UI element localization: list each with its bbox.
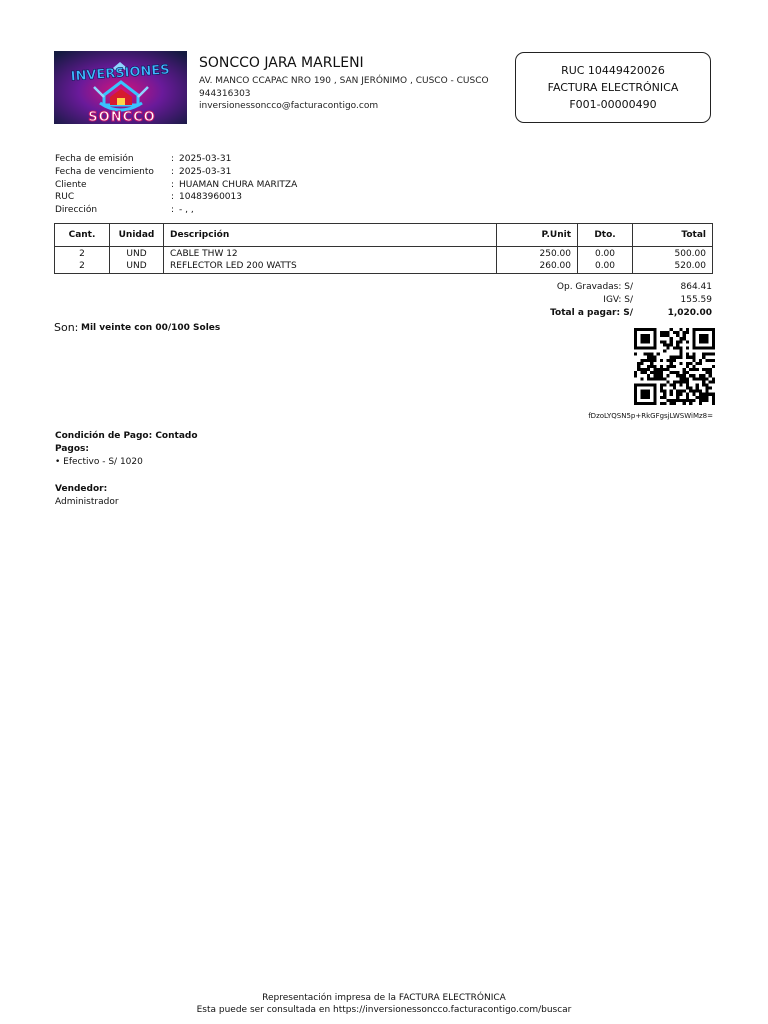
row-unit-price: 250.00 bbox=[497, 247, 578, 261]
issue-date-colon: : bbox=[171, 154, 175, 164]
amount-words-label: Son: bbox=[54, 321, 79, 334]
client-ruc-colon: : bbox=[171, 192, 175, 202]
row-total: 500.00 bbox=[633, 247, 713, 261]
row-discount: 0.00 bbox=[578, 247, 633, 261]
client-ruc-value: 10483960013 bbox=[179, 192, 242, 202]
hash-code: fDzoLYQSN5p+RkGFgsjLWSWiMz8= bbox=[588, 412, 713, 420]
footer-line-2: Esta puede ser consultada en https://inversionessoncco.facturacontigo.com/buscar bbox=[196, 1005, 572, 1015]
header-unit: Unidad bbox=[110, 224, 164, 247]
total-label: Total a pagar: S/ bbox=[550, 308, 633, 318]
company-name: SONCCO JARA MARLENI bbox=[199, 55, 364, 71]
row-discount: 0.00 bbox=[578, 260, 633, 274]
company-address: AV. MANCO CCAPAC NRO 190 , SAN JERÓNIMO , CUSCO - CUSCO bbox=[199, 76, 489, 86]
issue-date-label: Fecha de emisión bbox=[55, 154, 134, 164]
row-qty: 2 bbox=[55, 260, 110, 274]
client-value: HUAMAN CHURA MARITZA bbox=[179, 180, 298, 190]
row-description: CABLE THW 12 bbox=[164, 247, 497, 261]
amount-words-text: Mil veinte con 00/100 Soles bbox=[81, 323, 221, 333]
table-row bbox=[55, 247, 713, 261]
table-row bbox=[55, 260, 713, 274]
document-type: FACTURA ELECTRÓNICA bbox=[547, 81, 679, 94]
due-date-value: 2025-03-31 bbox=[179, 167, 232, 177]
logo-top-text: INVERSIONES bbox=[70, 62, 171, 85]
due-date-colon: : bbox=[171, 167, 175, 177]
qr-code bbox=[634, 328, 715, 405]
company-email: inversionessoncco@facturacontigo.com bbox=[199, 101, 379, 111]
document-box bbox=[515, 52, 711, 123]
table-header-row bbox=[55, 224, 713, 247]
address-value: - , , bbox=[179, 205, 194, 215]
row-total: 520.00 bbox=[633, 260, 713, 274]
client-label: Cliente bbox=[55, 180, 87, 190]
seller-label: Vendedor: bbox=[55, 484, 108, 494]
payment-condition: Condición de Pago: Contado bbox=[55, 431, 198, 441]
client-colon: : bbox=[171, 180, 175, 190]
address-label: Dirección bbox=[55, 205, 98, 215]
header-qty: Cant. bbox=[55, 224, 110, 247]
row-unit: UND bbox=[110, 260, 164, 274]
row-qty: 2 bbox=[55, 247, 110, 261]
header-description: Descripción bbox=[164, 224, 497, 247]
document-ruc: RUC 10449420026 bbox=[561, 64, 665, 77]
document-number: F001-00000490 bbox=[569, 98, 657, 111]
client-ruc-label: RUC bbox=[55, 192, 75, 202]
header-discount: Dto. bbox=[578, 224, 633, 247]
payment-item: • Efectivo - S/ 1020 bbox=[55, 457, 143, 467]
row-unit: UND bbox=[110, 247, 164, 261]
address-colon: : bbox=[171, 205, 175, 215]
due-date-label: Fecha de vencimiento bbox=[55, 167, 154, 177]
gravadas-value: 864.41 bbox=[680, 282, 712, 292]
seller-value: Administrador bbox=[55, 497, 119, 507]
payments-label: Pagos: bbox=[55, 444, 90, 454]
header-total: Total bbox=[633, 224, 713, 247]
issue-date-value: 2025-03-31 bbox=[179, 154, 232, 164]
row-unit-price: 260.00 bbox=[497, 260, 578, 274]
total-value: 1,020.00 bbox=[667, 308, 712, 318]
company-logo bbox=[54, 51, 187, 124]
gravadas-label: Op. Gravadas: S/ bbox=[556, 282, 633, 292]
company-phone: 944316303 bbox=[199, 89, 251, 99]
items-table bbox=[54, 223, 713, 274]
header-unit-price: P.Unit bbox=[497, 224, 578, 247]
footer-line-1: Representación impresa de la FACTURA ELECTRÓNICA bbox=[262, 993, 506, 1003]
row-description: REFLECTOR LED 200 WATTS bbox=[164, 260, 497, 274]
logo-bottom-text: SONCCO bbox=[88, 110, 156, 124]
igv-value: 155.59 bbox=[680, 295, 712, 305]
igv-label: IGV: S/ bbox=[603, 295, 633, 305]
